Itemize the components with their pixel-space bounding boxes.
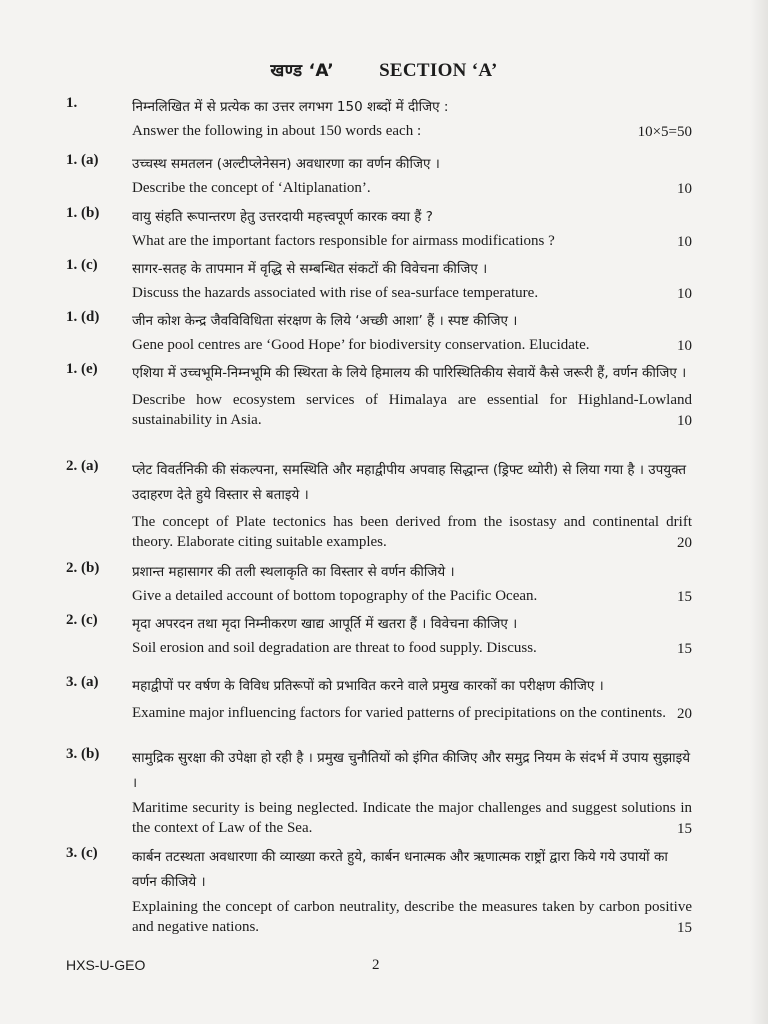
question-text-hindi: कार्बन तटस्थता अवधारणा की व्याख्या करते हुये, कार्बन धनात्मक और ऋणात्मक राष्ट्रों द्वारा किये गये उपायों का वर्णन कीजिये । [132,849,668,890]
question-text-hindi: प्रशान्त महासागर की तली स्थलाकृति का विस्तार से वर्णन कीजिये । [132,564,455,580]
question-text-english: Gene pool centres are ‘Good Hope’ for biodiversity conservation. Elucidate. [132,337,590,353]
paper-code: HXS-U-GEO [66,957,146,973]
page-number: 2 [372,957,380,973]
marks: 15 [677,821,692,837]
marks: 15 [677,641,692,657]
section-heading-english: SECTION ‘A’ [379,60,498,81]
question-number: 1. (b) [66,205,100,221]
question-1d [66,309,692,355]
question-3c [66,845,692,937]
question-text-english [132,121,692,141]
question-number: 1. (d) [66,309,100,325]
question-3b [66,746,692,838]
question-number: 3. (b) [66,746,100,762]
question-3a [66,674,692,723]
question-text-hindi: प्लेट विवर्तनिकी की संकल्पना, समस्थिति और महाद्वीपीय अपवाह सिद्धान्त (ड्रिफ्ट थ्योरी) से लिया गया है । उपयुक्त उदाहरण देते हुये विस्तार से बताइये । [132,462,687,503]
question-text-hindi: सामुद्रिक सुरक्षा की उपेक्षा हो रही है । प्रमुख चुनौतियों को इंगित कीजिए और समुद्र नियम के संदर्भ में उपाय सुझाइये । [132,750,691,791]
marks: 20 [677,535,692,551]
question-text-hindi: वायु संहति रूपान्तरण हेतु उत्तरदायी महत्त्वपूर्ण कारक क्या हैं ? [132,209,433,225]
question-2c [66,612,692,658]
marks: 10 [677,234,692,250]
question-text-hindi: सागर-सतह के तापमान में वृद्धि से सम्बन्धित संकटों की विवेचना कीजिए । [132,261,488,277]
question-number: 3. (a) [66,674,99,690]
marks: 15 [677,589,692,605]
question-2a [66,458,692,552]
question-text-hindi: निम्नलिखित में से प्रत्येक का उत्तर लगभग 150 शब्दों में दीजिए : [132,99,449,115]
marks: 10 [677,181,692,197]
section-heading [0,58,768,82]
question-number: 1. (e) [66,361,98,377]
question-text-english: Examine major influencing factors for varied patterns of precipitations on the continents. [132,705,666,721]
marks: 20 [677,706,692,722]
marks: 10 [677,286,692,302]
question-text-english: Discuss the hazards associated with rise of sea-surface temperature. [132,285,539,301]
question-2b [66,560,692,606]
marks: 10×5=50 [637,124,692,140]
question-text-english: The concept of Plate tectonics has been derived from the isostasy and continental drift theory. Elaborate citing suitable examples. [132,514,692,550]
question-text-hindi: मृदा अपरदन तथा मृदा निम्नीकरण खाद्य आपूर्ति में खतरा हैं । विवेचना कीजिए । [132,616,518,632]
question-1e [66,361,692,430]
marks: 10 [677,413,692,429]
marks: 10 [677,338,692,354]
question-text-hindi: एशिया में उच्चभूमि-निम्नभूमि की स्थिरता के लिये हिमालय की पारिस्थितिकीय सेवायें कैसे जरूरी हैं, वर्णन कीजिए । [132,365,687,381]
question-number: 2. (b) [66,560,100,576]
question-1a [66,152,692,198]
page-edge-shadow [750,0,768,1024]
english-text: Answer the following in about 150 words each : [132,123,422,139]
question-text-english: Give a detailed account of bottom topography of the Pacific Ocean. [132,588,538,604]
question-number: 2. (c) [66,612,98,628]
question-text-english: Maritime security is being neglected. Indicate the major challenges and suggest solutions in the context of Law of the Sea. [132,800,692,836]
question-number: 1. [66,95,78,111]
question-number: 1. (a) [66,152,99,168]
question-text-hindi: उच्चस्थ समतलन (अल्टीप्लेनेसन) अवधारणा का वर्णन कीजिए । [132,156,440,172]
question-number: 2. (a) [66,458,99,474]
question-number: 1. (c) [66,257,98,273]
question-text-hindi: जीन कोश केन्द्र जैवविविधिता संरक्षण के लिये ‘अच्छी आशा’ हैं । स्पष्ट कीजिए । [132,313,518,329]
section-heading-hindi: खण्ड ‘A’ [270,61,334,81]
question-text-hindi: महाद्वीपों पर वर्षण के विविध प्रतिरूपों को प्रभावित करने वाले प्रमुख कारकों का परीक्षण कीजिए । [132,678,604,694]
question-text-english: Soil erosion and soil degradation are threat to food supply. Discuss. [132,640,537,656]
question-1 [66,95,692,141]
question-text-english: Describe the concept of ‘Altiplanation’. [132,180,371,196]
question-1b [66,205,692,251]
question-number: 3. (c) [66,845,98,861]
question-text-english: Explaining the concept of carbon neutrality, describe the measures taken by carbon positive and negative nations. [132,899,692,935]
question-text-english: Describe how ecosystem services of Himalaya are essential for Highland-Lowland sustainability in Asia. [132,392,692,428]
question-text-english: What are the important factors responsible for airmass modifications ? [132,233,555,249]
question-1c [66,257,692,303]
marks: 15 [677,920,692,936]
